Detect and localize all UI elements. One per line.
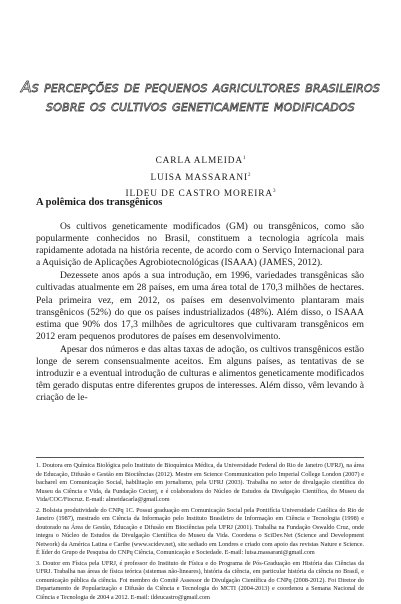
footnote-divider (36, 457, 364, 458)
paragraph: Apesar dos números e das altas taxas de adoção, os cultivos transgênicos estão longe de serem consensualmente aceitos. Em alguns países, as tentativas de se introduzir e a eventual introdução de culturas e alimentos geneticamente modificados têm gerado disputas entre diferentes grupos de interesses. Além disso, vêm levando à criação de le- (36, 343, 364, 404)
footnote: 3. Doutor em Física pela UFRJ, é professor do Instituto de Física e do Programa de Pós-Graduação em História das Ciências da UFRJ. Trabalha nas áreas de física teórica (sistemas não-lineares), história da ciência, em particular história da ciência no Brasil, e comunicação pública da ciência. Foi membro do Comitê Assessor de Divulgação Científica do CNPq (2008-2012). Foi Diretor do Departamento de Popularização e Difusão da Ciência e Tecnologia do MCTI (2004-2013) e coordenou a Semana Nacional de Ciência e Tecnologia de 2004 a 2012. E-mail: ildeucastro@gmail.com (36, 559, 364, 601)
footnote: 2. Bolsista produtividade do CNPq 1C. Possui graduação em Comunicação Social pela Pontifícia Universidade Católica do Rio de Janeiro (1987), mestrado em Ciência da Informação pelo Instituto Brasileiro de Informação em Ciência e Tecnologia (1998) e doutorado na Área de Gestão, Educação e Difusão em Biociências pela UFRJ (2001). Trabalha na Fundação Oswaldo Cruz, onde integra o Núcleo de Estudos da Divulgação Científica do Museu da Vida. Coordena o SciDev.Net (Science and Development Network) da América Latina e Caribe (www.scidev.net), site sediado em Londres e criado com apoio das revistas Nature e Science. É líder do Grupo de Pesquisa do CNPq Ciência, Comunicação e Sociedade. E-mail: luisa.massarani@gmail.com (36, 506, 364, 556)
paragraph: Dezessete anos após a sua introdução, em 1996, variedades transgênicas são cultivadas atualmente em 28 países, em uma área total de 170,3 milhões de hectares. Pela primeira vez, em 2012, os países em desenvolvimento plantaram mais transgênicos (52%) do que os países industrializados (48%). Além disso, o ISAAA estima que 90% dos 17,3 milhões de agricultores que cultivaram transgênicos em 2012 eram pequenos produtores de países em desenvolvimento. (36, 270, 364, 342)
title-line-1: As percepções de pequenos agricultores brasileiros (20, 78, 381, 96)
author: CARLA ALMEIDA$^1$ (155, 156, 246, 167)
footnote: 1. Doutora em Química Biológica pelo Instituto de Bioquímica Médica, da Universidade Federal do Rio de Janeiro (UFRJ), na área de Educação, Difusão e Gestão em Biociências (2012). Mestre em Science Communication pelo Imperial College London (2007) e bacharel em Comunicação Social, habilitação em jornalismo, pela UFRJ (2003). Trabalha no setor de divulgação científica do Museu da Ciência e Vida, da Fundação Cecierj, e é colaboradora do Núcleo de Estudos da Divulgação Científica, do Museu da Vida/COC/Fiocruz. E-mail: almeidacarla@gmail.com (36, 462, 364, 503)
paragraph: Os cultivos geneticamente modificados (GM) ou transgênicos, como são popularmente conhecidos no Brasil, constituem a tecnologia agrícola mais rapidamente adotada na história recente, de acordo com o Serviço Internacional para a Aquisição de Aplicações Agrobiotecnológicas (ISAAA) (JAMES, 2012). (36, 221, 364, 269)
footnotes (36, 462, 364, 604)
author-list (0, 152, 401, 202)
section-heading: A polêmica dos transgênicos (36, 197, 163, 208)
article-title (0, 78, 401, 116)
author: LUISA MASSARANI$^2$ (150, 172, 251, 183)
body-text (36, 221, 364, 405)
author: ILDEU DE CASTRO MOREIRA$^3$ (125, 189, 276, 200)
title-line-2: sobre os cultivos geneticamente modificados (46, 97, 355, 115)
